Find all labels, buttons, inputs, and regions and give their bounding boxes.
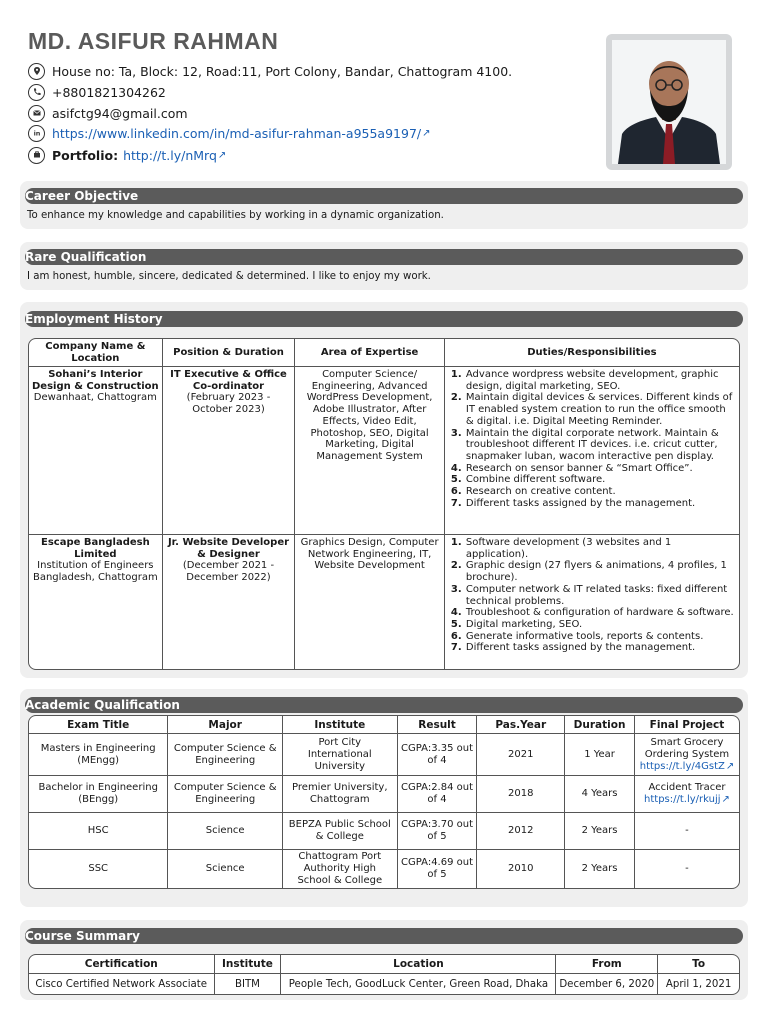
- table-header-row: [29, 339, 739, 367]
- exam-cell: Bachelor in Engineering (BEngg): [29, 776, 168, 813]
- list-item: [451, 631, 736, 643]
- duties-cell: [445, 535, 739, 669]
- list-item: [451, 619, 736, 631]
- year-cell: 2018: [477, 776, 565, 813]
- section-title-bar: [25, 188, 743, 204]
- list-text: Research on creative content.: [465, 486, 616, 498]
- major-cell: Science: [168, 850, 283, 888]
- table-header-row: [29, 955, 739, 974]
- column-header: Company Name & Location: [29, 339, 163, 367]
- section-title: Career Objective: [25, 189, 139, 203]
- external-link-icon: ↗: [217, 149, 227, 161]
- column-header: Area of Expertise: [295, 339, 445, 367]
- profile-photo: [612, 40, 726, 164]
- external-link-icon: ↗: [422, 127, 431, 139]
- linkedin-row: [28, 124, 588, 142]
- list-text: Maintain the digital corporate network. Maintain & troubleshoot different IT devices. i.e. cricut cutter, snapmaker luban, wacom interactive pen display.: [465, 427, 719, 462]
- profile-photo-frame: [606, 34, 732, 170]
- list-number: 2.: [450, 560, 462, 572]
- phone-icon: [28, 84, 45, 101]
- list-text: Graphic design (27 flyers & animations, 4 profiles, 1 brochure).: [465, 560, 727, 584]
- employment-table: [28, 338, 740, 670]
- address-row: [28, 62, 588, 80]
- year-cell: 2012: [477, 813, 565, 850]
- project-cell: [635, 734, 739, 776]
- phone-text: +8801821304262: [52, 84, 166, 100]
- list-number: 6.: [450, 630, 462, 642]
- to-cell: April 1, 2021: [665, 978, 732, 990]
- duration-cell: 2 Years: [565, 813, 635, 850]
- rare-qualification-text: I am honest, humble, sincere, dedicated & determined. I like to enjoy my work.: [27, 271, 431, 282]
- duties-list: [451, 369, 736, 509]
- certification-cell: Cisco Certified Network Associate: [29, 974, 215, 994]
- list-number: 5.: [450, 474, 462, 486]
- location-pin-icon: [28, 63, 45, 80]
- column-header: Position & Duration: [163, 339, 296, 367]
- column-header: Institute: [283, 716, 398, 734]
- career-objective-text: To enhance my knowledge and capabilities by working in a dynamic organization.: [27, 210, 444, 221]
- exam-cell: Masters in Engineering (MEngg): [29, 734, 168, 776]
- major-cell: Science: [168, 813, 283, 850]
- list-text: Generate informative tools, reports & contents.: [465, 630, 704, 642]
- column-header: From: [556, 955, 658, 974]
- email-text[interactable]: asifctg94@gmail.com: [52, 105, 188, 121]
- institute-cell: BEPZA Public School & College: [283, 813, 398, 850]
- list-number: 3.: [450, 583, 462, 595]
- project-cell: -: [685, 863, 689, 874]
- list-number: 6.: [450, 486, 462, 498]
- list-item: [451, 560, 736, 583]
- list-item: [451, 392, 736, 427]
- email-icon: [28, 105, 45, 122]
- list-number: 1.: [450, 537, 462, 548]
- svg-text:in: in: [33, 129, 40, 138]
- expertise-cell: Graphics Design, Computer Network Engineering, IT, Website Development: [295, 535, 445, 669]
- portfolio-label: Portfolio:: [52, 147, 119, 163]
- column-header: To: [658, 955, 739, 974]
- column-header: Pas.Year: [477, 716, 565, 734]
- expertise-cell: Computer Science/ Engineering, Advanced WordPress Development, Adobe Illustrator, After Effects, Video Edit, Photoshop, SEO, Digital Marketing, Digital Management System: [295, 367, 445, 535]
- position-duration: (December 2021 - December 2022): [182, 560, 275, 584]
- institute-cell: Chattogram Port Authority High School & College: [283, 850, 398, 888]
- company-name: Escape Bangladesh Limited: [40, 537, 150, 560]
- list-number: 4.: [450, 462, 462, 474]
- list-number: 7.: [450, 642, 462, 654]
- portfolio-link[interactable]: http://t.ly/nMrq: [123, 147, 217, 163]
- column-header: Institute: [215, 955, 282, 974]
- column-header: Major: [168, 716, 283, 734]
- list-text: Advance wordpress website development, graphic design, digital marketing, SEO.: [465, 369, 719, 392]
- list-text: Software development (3 websites and 1 application).: [465, 537, 672, 560]
- email-row: [28, 104, 588, 122]
- result-cell: CGPA:3.70 out of 5: [398, 813, 478, 850]
- project-cell: [635, 776, 739, 813]
- duration-cell: 1 Year: [565, 734, 635, 776]
- career-objective-section: [20, 181, 748, 229]
- duties-cell: [445, 367, 739, 535]
- table-row: [29, 734, 739, 776]
- list-item: [451, 584, 736, 607]
- section-title-bar: [25, 311, 743, 327]
- table-row: [29, 367, 739, 535]
- company-location: Dewanhaat, Chattogram: [33, 392, 157, 404]
- table-row: [29, 535, 739, 669]
- position-cell: [163, 535, 296, 669]
- list-item: [451, 537, 736, 560]
- institute-cell: Port City International University: [283, 734, 398, 776]
- list-number: 5.: [450, 618, 462, 630]
- academic-qualification-section: [20, 689, 748, 907]
- external-link-icon: ↗: [721, 794, 730, 805]
- project-link[interactable]: https://t.ly/4GstZ: [639, 760, 725, 772]
- list-text: Combine different software.: [465, 474, 606, 486]
- section-title: Employment History: [25, 312, 163, 326]
- major-cell: Computer Science & Engineering: [168, 776, 283, 813]
- resume-name: MD. ASIFUR RAHMAN: [28, 28, 279, 54]
- section-title: Academic Qualification: [25, 698, 180, 712]
- list-text: Research on sensor banner & “Smart Office”.: [465, 462, 693, 474]
- location-cell: People Tech, GoodLuck Center, Green Road, Dhaka: [281, 974, 556, 994]
- list-text: Different tasks assigned by the management.: [465, 497, 696, 509]
- year-cell: 2021: [477, 734, 565, 776]
- address-text: House no: Ta, Block: 12, Road:11, Port Colony, Bandar, Chattogram 4100.: [52, 63, 513, 79]
- column-header: Final Project: [635, 716, 739, 734]
- list-item: [451, 607, 736, 619]
- academic-table: [28, 715, 740, 889]
- column-header: Location: [281, 955, 556, 974]
- list-number: 3.: [450, 427, 462, 439]
- position-title: Jr. Website Developer & Designer: [167, 537, 290, 560]
- list-number: 4.: [450, 607, 462, 619]
- project-name: Accident Tracer: [648, 782, 726, 793]
- institute-cell: Premier University, Chattogram: [283, 776, 398, 813]
- phone-row: [28, 83, 588, 101]
- column-header: Duration: [565, 716, 635, 734]
- duration-cell: 4 Years: [565, 776, 635, 813]
- exam-cell: SSC: [29, 850, 168, 888]
- project-cell: -: [635, 813, 739, 850]
- section-title-bar: [25, 928, 743, 944]
- position-duration: (February 2023 - October 2023): [186, 392, 271, 416]
- result-cell: CGPA:3.35 out of 4: [398, 734, 478, 776]
- section-title: Course Summary: [25, 929, 141, 943]
- list-item: [451, 369, 736, 392]
- table-row: [29, 850, 739, 888]
- linkedin-icon: [28, 125, 45, 142]
- column-header: Certification: [29, 955, 215, 974]
- company-cell: [29, 367, 163, 535]
- section-title-bar: [25, 249, 743, 265]
- course-summary-section: [20, 920, 748, 1000]
- position-title: IT Executive & Office Co-ordinator: [170, 369, 287, 392]
- institute-cell: BITM: [215, 974, 282, 994]
- list-item: [451, 642, 736, 654]
- list-item: [451, 498, 736, 510]
- section-title: Rare Qualification: [25, 250, 147, 264]
- from-cell: December 6, 2020: [556, 974, 658, 994]
- list-number: 1.: [450, 369, 462, 380]
- position-cell: [163, 367, 296, 535]
- duties-list: [451, 537, 736, 654]
- portfolio-icon: [28, 147, 45, 164]
- column-header: Exam Title: [29, 716, 168, 734]
- list-number: 7.: [450, 497, 462, 509]
- column-header: Result: [398, 716, 478, 734]
- list-number: 2.: [450, 392, 462, 404]
- list-text: Maintain digital devices & services. Different kinds of IT enabled system creation to run the office smooth & digital. i.e. Digital Meeting Reminder.: [465, 392, 733, 427]
- linkedin-link[interactable]: https://www.linkedin.com/in/md-asifur-rahman-a955a9197/: [52, 125, 422, 141]
- list-item: [451, 428, 736, 463]
- list-item: [451, 463, 736, 475]
- result-cell: CGPA:4.69 out of 5: [398, 850, 478, 888]
- major-cell: Computer Science & Engineering: [168, 734, 283, 776]
- portfolio-row: [28, 146, 588, 164]
- list-item: [451, 474, 736, 486]
- list-text: Different tasks assigned by the management.: [465, 642, 696, 654]
- column-header: Duties/Responsibilities: [445, 339, 739, 367]
- table-row: [29, 974, 739, 994]
- project-link[interactable]: https://t.ly/rkujj: [644, 794, 721, 805]
- exam-cell: HSC: [29, 813, 168, 850]
- table-row: [29, 813, 739, 850]
- employment-history-section: [20, 302, 748, 678]
- duration-cell: 2 Years: [565, 850, 635, 888]
- course-table: [28, 954, 740, 995]
- company-name: Sohani’s Interior Design & Construction: [32, 369, 159, 392]
- table-row: [29, 776, 739, 813]
- list-text: Troubleshoot & configuration of hardware & software.: [465, 607, 734, 619]
- table-header-row: [29, 716, 739, 734]
- company-location: Institution of Engineers Bangladesh, Chattogram: [32, 560, 158, 584]
- project-name: Smart Grocery Ordering System: [644, 736, 730, 760]
- section-title-bar: [25, 697, 743, 713]
- rare-qualification-section: [20, 242, 748, 290]
- result-cell: CGPA:2.84 out of 4: [398, 776, 478, 813]
- list-item: [451, 486, 736, 498]
- list-text: Digital marketing, SEO.: [465, 618, 583, 630]
- year-cell: 2010: [477, 850, 565, 888]
- company-cell: [29, 535, 163, 669]
- external-link-icon: ↗: [725, 760, 735, 772]
- list-text: Computer network & IT related tasks: fixed different technical problems.: [465, 583, 728, 607]
